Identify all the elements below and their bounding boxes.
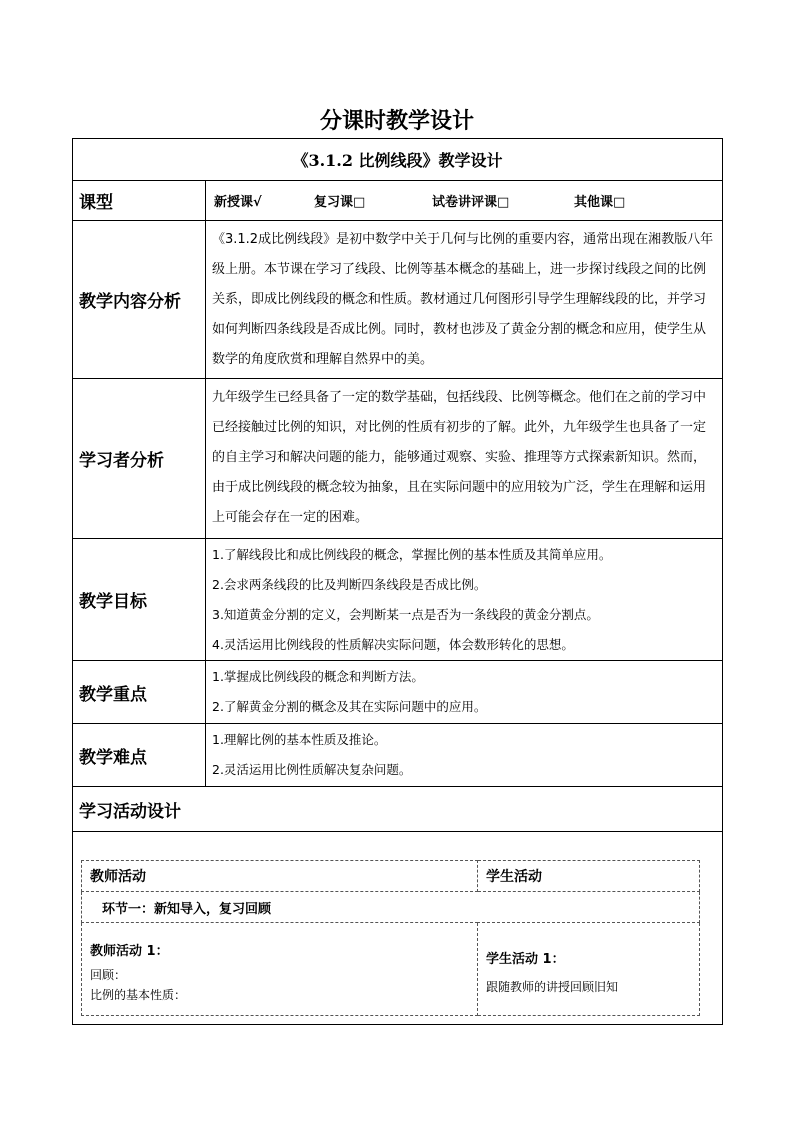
teaching-goals-label: 教学目标 <box>73 539 206 661</box>
page-title: 分课时教学设计 <box>319 108 474 134</box>
learner-analysis-label: 学习者分析 <box>73 379 206 539</box>
course-type-options <box>206 181 723 221</box>
key-point-item: 1.掌握成比例线段的概念和判断方法。 <box>212 669 424 684</box>
difficulties-label: 教学难点 <box>73 724 206 787</box>
teaching-goal-item: 2.会求两条线段的比及判断四条线段是否成比例。 <box>212 576 487 592</box>
course-type-review: 复习课□ <box>314 195 366 210</box>
activity-design-area <box>73 832 723 1025</box>
difficulty-item: 2.灵活运用比例性质解决复杂问题。 <box>212 762 412 777</box>
student-activity-1-text: 跟随教师的讲授回顾旧知 <box>486 979 619 994</box>
lesson-design-table <box>72 138 723 1025</box>
learner-analysis-text: 九年级学生已经具备了一定的数学基础，包括线段、比例等概念。他们在之前的学习中已经接触过比例的知识，对比例的性质有初步的了解。此外，九年级学生也具备了一定的自主学习和解决问题的能力，能够通过观察、实验、推理等方式探索新知识。然而，由于成比例线段的概念较为抽象，且在实际问题中的应用较为广泛，学生在理解和运用上可能会存在一定的困难。 <box>206 379 723 539</box>
student-activity-header: 学生活动 <box>478 861 700 892</box>
section-1-title: 环节一：新知导入，复习回顾 <box>82 892 700 923</box>
teacher-activity-1-line1: 回顾： <box>90 967 127 982</box>
teacher-activity-1 <box>82 923 478 1016</box>
student-activity-1-title: 学生活动 1： <box>486 951 565 967</box>
course-type-exam-review: 试卷讲评课□ <box>432 195 510 210</box>
content-analysis-text: 《3.1.2成比例线段》是初中数学中关于几何与比例的重要内容，通常出现在湘教版八年级上册。本节课在学习了线段、比例等基本概念的基础上，进一步探讨线段之间的比例关系，即成比例线段的概念和性质。教材通过几何图形引导学生理解线段的比，并学习如何判断四条线段是否成比例。同时，教材也涉及了黄金分割的概念和应用，使学生从数学的角度欣赏和理解自然界中的美。 <box>206 221 723 379</box>
teacher-activity-1-title: 教师活动 1： <box>90 943 169 959</box>
teaching-goals-list <box>206 539 723 661</box>
teaching-goal-item: 1.了解线段比和成比例线段的概念，掌握比例的基本性质及其简单应用。 <box>212 546 612 562</box>
course-type-label: 课型 <box>73 181 206 221</box>
teaching-goal-item: 3.知道黄金分割的定义，会判断某一点是否为一条线段的黄金分割点。 <box>212 606 599 622</box>
key-point-item: 2.了解黄金分割的概念及其在实际问题中的应用。 <box>212 699 487 714</box>
teacher-activity-header: 教师活动 <box>82 861 478 892</box>
teaching-goal-item: 4.灵活运用比例线段的性质解决实际问题，体会数形转化的思想。 <box>212 636 574 652</box>
difficulties-list <box>206 724 723 787</box>
lesson-title: 《3.1.2 比例线段》教学设计 <box>73 139 723 181</box>
difficulty-item: 1.理解比例的基本性质及推论。 <box>212 732 387 747</box>
student-activity-1 <box>478 923 700 1016</box>
content-analysis-label: 教学内容分析 <box>73 221 206 379</box>
activity-table <box>81 860 700 1016</box>
course-type-other: 其他课□ <box>574 195 626 210</box>
teacher-activity-1-line2: 比例的基本性质： <box>90 987 187 1002</box>
activity-design-label: 学习活动设计 <box>73 787 723 832</box>
key-points-list <box>206 661 723 724</box>
key-points-label: 教学重点 <box>73 661 206 724</box>
course-type-new: 新授课√ <box>214 195 262 210</box>
